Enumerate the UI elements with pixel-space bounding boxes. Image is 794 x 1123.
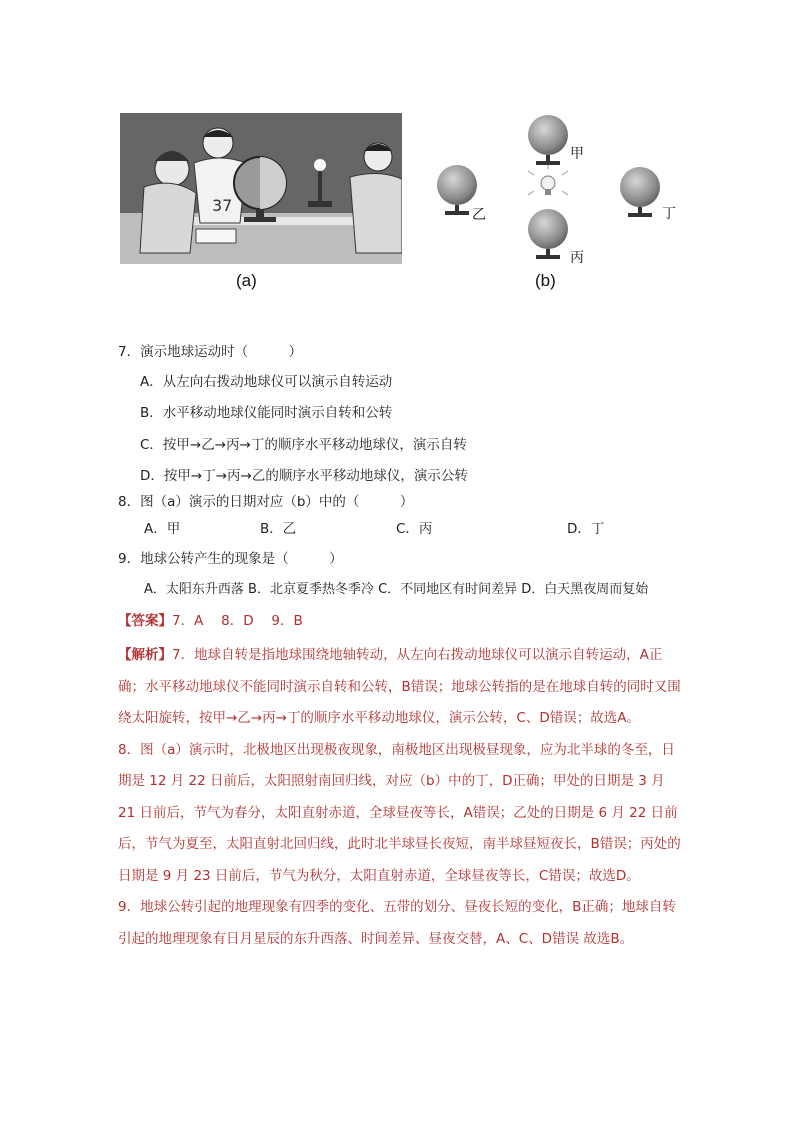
label-jia: 甲 (570, 146, 584, 162)
figure-a-photo (120, 113, 402, 264)
answer-text: 7．A 8．D 9．B (172, 613, 303, 629)
explanation-7 (118, 640, 683, 735)
question-9-stem: 9．地球公转产生的现象是（ ） (118, 551, 343, 567)
figure-b-caption: (b) (535, 271, 556, 290)
figure-b-diagram (430, 105, 690, 275)
question-8-option-b: B．乙 (260, 521, 297, 537)
label-bing: 丙 (570, 250, 584, 266)
explanation-label: 【解析】 (118, 647, 172, 663)
explanation-block (118, 640, 683, 955)
orbit-globes (430, 105, 690, 275)
globe-jia (528, 115, 568, 165)
question-9-options: A．太阳东升西落 B．北京夏季热冬季冷 C．不同地区有时间差异 D．白天黑夜周而复始 (144, 582, 649, 597)
bulb-icon (528, 165, 568, 195)
globe-ding (620, 167, 660, 217)
explanation-9: 9．地球公转引起的地理现象有四季的变化、五带的划分、昼夜长短的变化，B正确；地球自转引起的地理现象有日月星辰的东升西落、时间差异、昼夜交替，A、C、D错误 故选B。 (118, 899, 676, 947)
globe-yi (437, 165, 477, 215)
label-ding: 丁 (662, 206, 676, 222)
question-7-option-a: A．从左向右拨动地球仪可以演示自转运动 (140, 374, 393, 390)
question-8-option-c: C．丙 (396, 521, 433, 537)
question-8-stem: 8．图（a）演示的日期对应（b）中的（ ） (118, 494, 414, 510)
classroom-illustration (120, 113, 402, 264)
figure-a-caption: (a) (236, 271, 257, 290)
question-8-option-a: A．甲 (144, 521, 181, 537)
label-yi: 乙 (472, 207, 486, 223)
answer-line (118, 611, 303, 631)
question-8-option-d: D．丁 (567, 521, 605, 537)
explanation-7-text: 7．地球自转是指地球围绕地轴转动，从左向右拨动地球仪可以演示自转运动，A正确；水平移动地球仪不能同时演示自转和公转，B错误；地球公转指的是在地球自转的同时又围绕太阳旋转，按甲→乙→丙→丁的顺序水平移动地球仪，演示公转，C、D错误；故选A。 (118, 647, 681, 726)
globe-bing (528, 209, 568, 259)
answer-label: 【答案】 (118, 613, 172, 629)
question-7-option-b: B．水平移动地球仪能同时演示自转和公转 (140, 405, 393, 421)
explanation-8: 8．图（a）演示时，北极地区出现极夜现象，南极地区出现极昼现象，应为北半球的冬至，日期是 12 月 22 日前后，太阳照射南回归线，对应（b）中的丁，D正确；甲处的日期是 3 月 21 日前后，节气为春分，太阳直射赤道，全球昼夜等长，A错误；乙处的日期是 6 月 22 日前后，节气为夏至，太阳直射北回归线，此时北半球昼长夜短，南半球昼短夜长，B错误；丙处的日期是 9 月 23 日前后，节气为秋分，太阳直射赤道，全球昼夜等长，C错误；故选D。 (118, 741, 681, 884)
question-7-option-c: C．按甲→乙→丙→丁的顺序水平移动地球仪，演示自转 (140, 437, 467, 453)
question-7-option-d: D．按甲→丁→丙→乙的顺序水平移动地球仪，演示公转 (140, 468, 468, 484)
questions-block (118, 340, 718, 610)
svg-text:37: 37 (212, 196, 233, 215)
question-7-stem: 7．演示地球运动时（ ） (118, 344, 303, 360)
